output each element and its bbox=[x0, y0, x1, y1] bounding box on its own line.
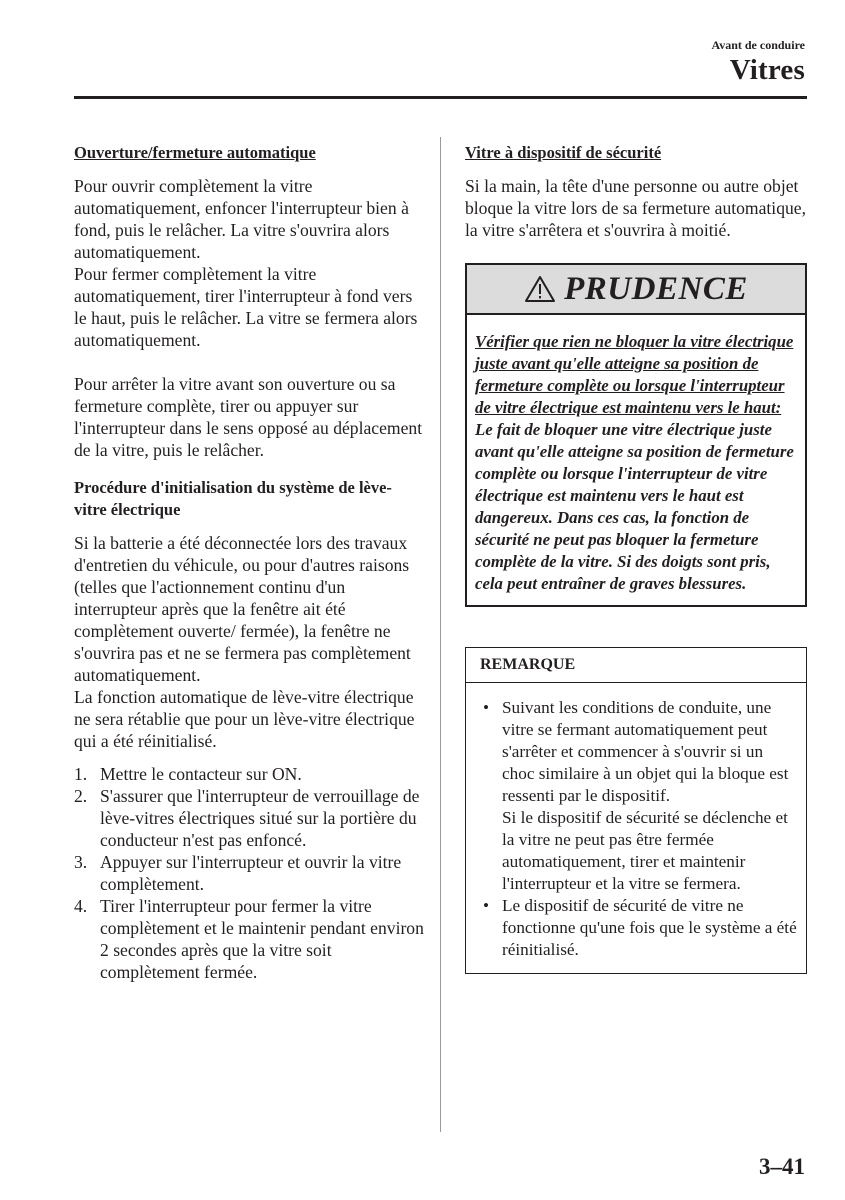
note-title: REMARQUE bbox=[466, 648, 806, 683]
paragraph-reset: La fonction automatique de lève-vitre électrique ne sera rétablie que pour un lève-vitre électrique qui a été réinitialisé. bbox=[74, 687, 415, 751]
paragraph-open: Pour ouvrir complètement la vitre automatiquement, enfoncer l'interrupteur bien à fond, puis le relâcher. La vitre s'ouvrira alors automatiquement. bbox=[74, 176, 409, 262]
step-text: Mettre le contacteur sur ON. bbox=[100, 764, 302, 784]
step-number: 3. bbox=[74, 852, 88, 872]
caution-title: PRUDENCE bbox=[564, 271, 748, 307]
column-divider bbox=[440, 137, 441, 1132]
step-text: Tirer l'interrupteur pour fermer la vitre complètement et le maintenir pendant environ 2 secondes après que la vitre soit complètement fermée. bbox=[100, 896, 424, 982]
heading-safety-window: Vitre à dispositif de sécurité bbox=[465, 143, 662, 162]
note-text: Le dispositif de sécurité de vitre ne fonctionne qu'une fois que le système a été réinitialisé. bbox=[502, 896, 797, 959]
header-rule bbox=[74, 96, 807, 99]
warning-triangle-icon bbox=[524, 275, 556, 303]
list-item bbox=[74, 785, 424, 851]
step-number: 2. bbox=[74, 786, 88, 806]
left-column bbox=[74, 142, 424, 983]
caution-warning-underlined: Vérifier que rien ne bloquer la vitre électrique juste avant qu'elle atteigne sa position de fermeture complète ou lorsque l'interrupteur de vitre électrique est maintenu vers le haut: bbox=[475, 332, 794, 417]
step-number: 4. bbox=[74, 896, 88, 916]
caution-box bbox=[465, 263, 807, 607]
note-body bbox=[466, 683, 806, 973]
bullet: • bbox=[483, 698, 490, 717]
caution-warning-text: Le fait de bloquer une vitre électrique juste avant qu'elle atteigne sa position de fermeture complète ou lorsque l'interrupteur de vitre électrique est maintenu vers le haut est dangereux. Dans ces cas, la fonction de sécurité ne peut pas bloquer la fermeture complète de la vitre. Si des doigts sont pris, cela peut entraîner de graves blessures. bbox=[475, 420, 794, 593]
paragraph-safety: Si la main, la tête d'une personne ou autre objet bloque la vitre lors de sa fermeture automatique, la vitre s'arrêtera et s'ouvrira à moitié. bbox=[465, 176, 806, 240]
step-number: 1. bbox=[74, 764, 88, 784]
note-list bbox=[480, 697, 798, 961]
page-title: Vitres bbox=[729, 54, 805, 86]
section-label: Avant de conduire bbox=[711, 38, 805, 52]
heading-auto-open-close: Ouverture/fermeture automatique bbox=[74, 143, 316, 162]
list-item bbox=[74, 851, 424, 895]
note-text: Suivant les conditions de conduite, une vitre se fermant automatiquement peut s'arrêter et commencer à s'ouvrir si un choc similaire à un objet qui la bloque est ressenti par le dispositif. bbox=[502, 698, 789, 805]
step-text: S'assurer que l'interrupteur de verrouillage de lève-vitres électriques situé sur la portière du conducteur n'est pas enfoncé. bbox=[100, 786, 420, 850]
paragraph-battery: Si la batterie a été déconnectée lors des travaux d'entretien du véhicule, ou pour d'autres raisons (telles que l'actionnement continu d'un interrupteur après que la fenêtre ait été complètement ouverte/ fermée), la fenêtre ne s'ouvrira pas et ne se fermera pas complètement automatiquement. bbox=[74, 533, 411, 685]
heading-initialization: Procédure d'initialisation du système de lève-vitre électrique bbox=[74, 478, 392, 519]
caution-header bbox=[467, 265, 805, 315]
note-box bbox=[465, 647, 807, 974]
list-item bbox=[480, 895, 798, 961]
paragraph-close: Pour fermer complètement la vitre automatiquement, tirer l'interrupteur à fond vers le haut, puis le relâcher. La vitre se fermera alors automatiquement. bbox=[74, 264, 418, 350]
step-text: Appuyer sur l'interrupteur et ouvrir la vitre complètement. bbox=[100, 852, 402, 894]
page-number: 3–41 bbox=[759, 1154, 805, 1179]
bullet: • bbox=[483, 896, 490, 915]
list-item bbox=[74, 763, 424, 785]
list-item bbox=[74, 895, 424, 983]
paragraph-stop: Pour arrêter la vitre avant son ouverture ou sa fermeture complète, tirer ou appuyer sur l'interrupteur dans le sens opposé au déplacement de la vitre, puis le relâcher. bbox=[74, 374, 423, 460]
note-text: Si le dispositif de sécurité se déclenche et la vitre ne peut pas être fermée automatiquement, tirer et maintenir l'interrupteur et la vitre se fermera. bbox=[502, 808, 788, 893]
list-item bbox=[480, 697, 798, 895]
steps-list bbox=[74, 763, 424, 983]
caution-body bbox=[467, 315, 805, 605]
right-column bbox=[465, 142, 807, 974]
